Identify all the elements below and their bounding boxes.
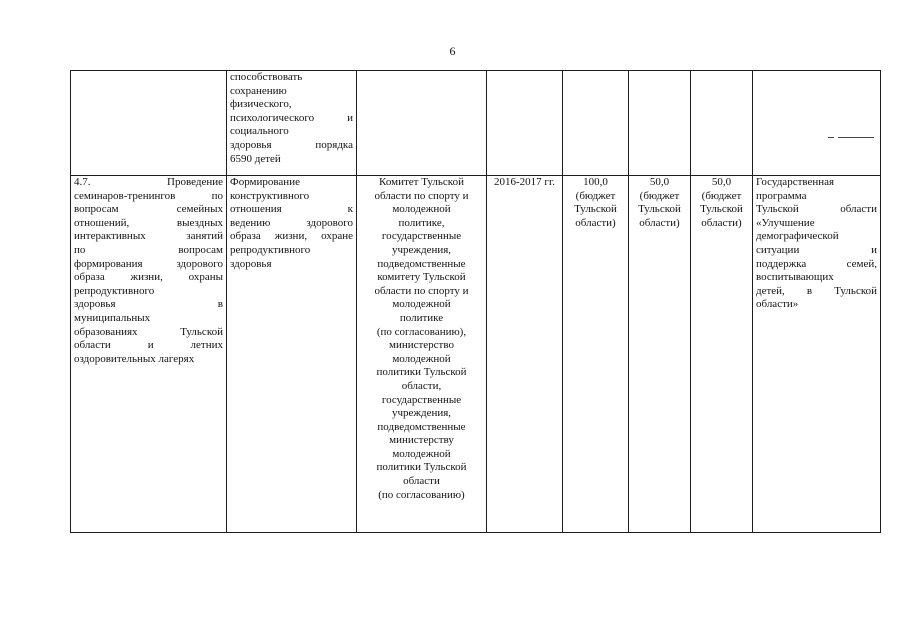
text-line: «Улучшение: [756, 216, 815, 229]
activity-text: [74, 176, 223, 366]
text-line: сохранению: [230, 84, 287, 97]
text-line: репродуктивного: [230, 243, 311, 256]
text-line: Формирование: [230, 176, 300, 188]
cell-funding-2016: [629, 176, 691, 533]
funding-2016-text: 50,0 (бюджет Тульской области): [638, 176, 681, 229]
executors-text: Комитет Тульской области по спорту и молодежной политике, государственные учреждения, подведомственные комитету Тульской области по спорту и молодежной политике (по согласованию), министерство молодежной политики Тульской области, государственные учреждения, подведомственные министерству молодежной политики Тульской области (по согласованию): [374, 176, 469, 501]
text-line: образованиях Тульской: [74, 325, 223, 338]
text-line: Тульской области: [756, 203, 877, 216]
cell-result: [227, 176, 357, 533]
text-line: оздоровительных лагерях: [74, 352, 195, 365]
text-line: способствовать: [230, 71, 303, 83]
text-line: здоровья в: [74, 298, 223, 311]
text-line: семинаров-тренингов по: [74, 189, 223, 202]
text-line: репродуктивного: [74, 284, 155, 297]
text-line: Государственная: [756, 176, 835, 188]
text-line: воспитывающих: [756, 271, 834, 284]
text-line: психологического и: [230, 111, 353, 124]
scan-dash-mark: [838, 137, 874, 138]
text-line: отношений, выездных: [74, 216, 223, 229]
text-line: формирования здорового: [74, 257, 223, 270]
cell-2017-empty: [691, 71, 753, 176]
text-line: конструктивного: [230, 189, 310, 202]
text-line: отношения к: [230, 203, 353, 216]
text-line: образа жизни, охране: [230, 230, 353, 243]
funding-2017-text: 50,0 (бюджет Тульской области): [700, 176, 743, 229]
text-line: области и летних: [74, 339, 223, 352]
goal-text: [230, 71, 353, 166]
activity-plan-table: [70, 70, 881, 533]
period-text: 2016-2017 гг.: [494, 176, 555, 188]
cell-activity: [71, 176, 227, 533]
text-line: физического,: [230, 98, 292, 111]
text-line: интерактивных занятий: [74, 230, 223, 243]
cell-funding-2017: [691, 176, 753, 533]
cell-executors: [357, 176, 487, 533]
text-line: вопросам семейных: [74, 203, 223, 216]
cell-total-empty: [563, 71, 629, 176]
total-funding-text: 100,0 (бюджет Тульской области): [574, 176, 617, 229]
cell-program-empty: [753, 71, 881, 176]
text-line: 6590 детей: [230, 152, 281, 165]
text-line: области»: [756, 298, 799, 311]
cell-2016-empty: [629, 71, 691, 176]
text-line: программа: [756, 189, 807, 202]
table-row-4-7: [71, 176, 881, 533]
cell-activity-empty: [71, 71, 227, 176]
cell-goal: [227, 71, 357, 176]
text-line: поддержка семей,: [756, 257, 877, 270]
text-line: по вопросам: [74, 243, 223, 256]
page-number: 6: [449, 44, 456, 58]
result-text: [230, 176, 353, 271]
table-row-continuation: [71, 71, 881, 176]
text-line: муниципальных: [74, 311, 151, 324]
text-line: образа жизни, охраны: [74, 271, 223, 284]
text-line: демографической: [756, 230, 839, 243]
text-line: ведению здорового: [230, 216, 353, 229]
program-text: [756, 176, 877, 312]
text-line: здоровья: [230, 257, 272, 270]
text-line: социального: [230, 125, 289, 138]
text-line: ситуации и: [756, 243, 877, 256]
cell-executors-empty: [357, 71, 487, 176]
cell-period: [487, 176, 563, 533]
text-line: 4.7. Проведение: [74, 176, 223, 188]
cell-program: [753, 176, 881, 533]
text-line: детей, в Тульской: [756, 284, 877, 297]
cell-total-funding: [563, 176, 629, 533]
cell-period-empty: [487, 71, 563, 176]
text-line: здоровья порядка: [230, 138, 353, 151]
